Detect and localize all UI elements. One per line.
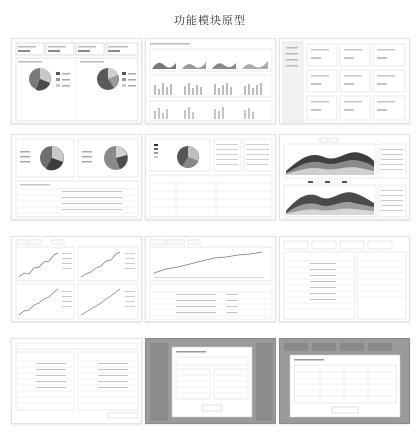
thumbnail-overview-kpi-pie[interactable] bbox=[11, 38, 142, 124]
page-title: 功能模块原型 bbox=[174, 14, 246, 27]
wireframe-stream bbox=[280, 135, 410, 220]
thumbnail-double-pie-table[interactable] bbox=[11, 134, 142, 220]
wireframe-card-grid bbox=[280, 39, 410, 124]
wireframe-kpi-pie bbox=[12, 39, 142, 124]
wireframe-modal-form bbox=[146, 339, 276, 424]
thumbnail-four-line-charts[interactable] bbox=[11, 236, 142, 322]
wireframe-four-lines bbox=[12, 237, 142, 322]
wireframe-pie-tables bbox=[146, 135, 276, 220]
thumbnail-two-tables[interactable] bbox=[11, 338, 142, 424]
thumbnail-area-trends-grid[interactable] bbox=[145, 38, 276, 124]
thumbnail-data-tables[interactable] bbox=[279, 236, 410, 322]
thumbnail-line-chart-table[interactable] bbox=[145, 236, 276, 322]
wireframe-data-tables bbox=[280, 237, 410, 322]
thumbnail-modal-form[interactable] bbox=[145, 338, 276, 424]
wireframe-modal-table bbox=[280, 339, 410, 424]
wireframe-area-grid bbox=[146, 39, 276, 124]
thumbnail-stream-charts[interactable] bbox=[279, 134, 410, 220]
thumbnail-modal-table[interactable] bbox=[279, 338, 410, 424]
thumbnail-sidebar-card-grid[interactable] bbox=[279, 38, 410, 124]
wireframe-double-pie bbox=[12, 135, 142, 220]
thumbnail-pie-with-side-tables[interactable] bbox=[145, 134, 276, 220]
wireframe-line-table bbox=[146, 237, 276, 322]
wireframe-two-tables bbox=[12, 339, 142, 424]
